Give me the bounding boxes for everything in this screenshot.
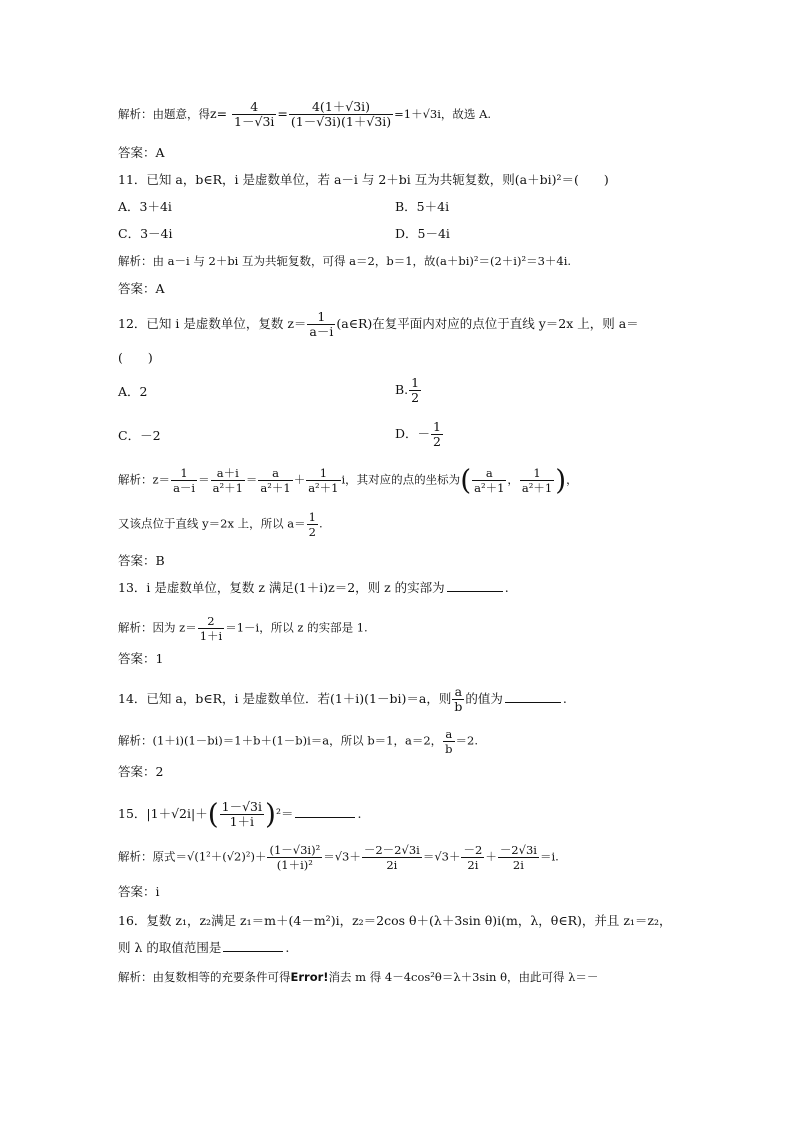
p10-f1-num: 4 [232, 100, 276, 115]
p16-analysis [118, 969, 598, 985]
p11-option-d: D．5－4i [395, 226, 450, 241]
p15-ana-a: 解析：原式＝√(1²＋(√2)²)＋ [118, 849, 267, 864]
p14-f-num: a [452, 685, 464, 700]
p13-answer-blank[interactable] [447, 581, 503, 592]
p12-af-eq2: ＝ [245, 472, 258, 487]
p12-af3-num: a [258, 466, 292, 481]
p12-af1 [171, 466, 197, 495]
p15-stem-a: 15．|1＋√2i|＋ [118, 806, 208, 821]
p12-pt2 [520, 466, 554, 495]
p14-stem-b: 的值为 [465, 691, 503, 706]
p12-pt2-den: a²＋1 [521, 481, 553, 495]
p15-f3-den: 2i [467, 858, 479, 872]
p16-ana-a: 解析：由复数相等的充要条件可得 [118, 970, 291, 984]
p12-af2-den: a²＋1 [212, 481, 243, 495]
p11-option-c: C．3－4i [118, 226, 173, 241]
p15-stem-b: ²＝ [275, 806, 294, 821]
p14-stem [118, 685, 567, 714]
p12-optb-pre: B. [395, 382, 409, 397]
p13-frac [198, 614, 225, 643]
p10-analysis [118, 100, 491, 129]
p12-optd-pre: D．－ [395, 426, 431, 441]
p12-ana2-frac [307, 510, 318, 539]
p15-f2-den: 2i [386, 858, 398, 872]
p15-f2 [362, 843, 422, 872]
p14-f-den: b [454, 699, 463, 714]
p14-frac [452, 685, 464, 714]
p12-af3-den: a²＋1 [260, 481, 291, 495]
p16-stem-line1: 16．复数 z₁，z₂满足 z₁＝m＋(4－m²)i，z₂＝2cos θ＋(λ＋3sin θ)i(m，λ，θ∈R)，并且 z₁＝z₂， [118, 913, 672, 928]
p12-af4-num: 1 [306, 466, 340, 481]
p16-error: Error! [290, 970, 329, 984]
p15-f1-den: (1＋i)² [276, 858, 313, 872]
p12-frac [307, 310, 335, 339]
p10-z-eq: z= [210, 106, 228, 121]
p13-ana-b: ＝1－i，所以 z 的实部是 1. [225, 620, 368, 635]
p16-stem-line2 [118, 940, 289, 956]
p11-analysis: 解析：由 a－i 与 2＋bi 互为共轭复数，可得 a＝2，b＝1，故(a＋bi)²＝(2＋i)²＝3＋4i. [118, 254, 572, 268]
p12-f-den: a－i [309, 324, 334, 339]
p12-option-b [395, 376, 422, 405]
p10-tail: =1＋√3i，故选 A. [394, 107, 492, 121]
p12-pt1 [472, 466, 506, 495]
p12-ana-b: i，其对应的点的坐标为 [341, 472, 461, 487]
p12-stem-paren: ( ) [118, 350, 153, 365]
p12-af2 [211, 466, 245, 495]
p12-option-c: C．－2 [118, 428, 161, 443]
p12-optd-frac [431, 420, 443, 449]
p12-pt1-den: a²＋1 [474, 481, 505, 495]
p12-option-d [395, 420, 444, 449]
p12-af1-num: 1 [171, 466, 197, 481]
p14-stem-end: . [562, 691, 567, 706]
p15-frac [220, 800, 264, 829]
p11-option-b: B．5＋4i [395, 199, 450, 214]
p15-f4-den: 2i [512, 858, 524, 872]
p16-answer-blank[interactable] [223, 941, 283, 952]
p15-f3 [461, 843, 484, 872]
p15-answer: 答案：i [118, 884, 160, 899]
p12-stem-b: (a∈R)在复平面内对应的点位于直线 y＝2x 上，则 a＝ [336, 316, 639, 331]
p12-optb-num: 1 [411, 375, 420, 390]
p13-answer: 答案：1 [118, 651, 164, 666]
p10-frac-1 [232, 100, 276, 129]
p10-f2-den: (1－√3i)(1＋√3i) [290, 114, 392, 129]
p15-ana-d: ＋ [485, 849, 497, 864]
p11-answer: 答案：A [118, 281, 165, 296]
p12-ana-a: 解析：z＝ [118, 472, 171, 487]
p10-f2-num: 4(1＋√3i) [289, 100, 393, 115]
p12-f-num: 1 [307, 310, 335, 325]
p14-answer-blank[interactable] [505, 692, 561, 703]
p12-ana2-den: 2 [308, 525, 316, 539]
p12-option-a: A．2 [118, 384, 148, 399]
p10-frac-2 [289, 100, 393, 129]
p10-f1-den: 1－√3i [234, 114, 275, 129]
p12-analysis-1: 解析：z＝ $\frac{1}{a-i}$ ＝ $\frac{a+i}{\text{a²＋1}}$ ＝ $\frac{a}{\text{a²＋1}}$ ＋ $\frac{1}{\text{a²＋1}}$ i，其对应的点的坐标为( $\frac{a}{\text{a²＋1}}$ ， $\frac{1}{\text{a²＋1}}$ )， [118, 463, 578, 497]
p16-stem2-text: 则 λ 的取值范围是 [118, 940, 222, 955]
p15-f4 [498, 843, 539, 872]
p12-answer: 答案：B [118, 553, 165, 568]
p12-pt-end: ， [566, 472, 578, 487]
p13-stem [118, 580, 509, 596]
p13-stem-text: 13．i 是虚数单位，复数 z 满足(1＋i)z＝2，则 z 的实部为 [118, 580, 445, 595]
p12-af4 [306, 466, 340, 495]
p16-stem2-end: . [285, 940, 290, 955]
p13-ana-a: 解析：因为 z＝ [118, 620, 197, 635]
p15-answer-blank[interactable] [295, 807, 355, 818]
p12-pt1-num: a [472, 466, 506, 481]
p13-f-num: 2 [198, 614, 225, 629]
p11-stem: 11．已知 a，b∈R，i 是虚数单位，若 a－i 与 2＋bi 互为共轭复数，则(a＋bi)²＝( ) [118, 172, 609, 187]
p15-ana-c: ＝√3＋ [422, 849, 461, 864]
p14-af-num: a [443, 727, 454, 742]
p12-stem [118, 310, 639, 339]
p12-af-eq1: ＝ [198, 472, 210, 487]
p14-stem-a: 14．已知 a，b∈R，i 是虚数单位．若(1＋i)(1－bi)＝a，则 [118, 691, 452, 706]
p12-optd-num: 1 [433, 419, 441, 434]
p12-optd-den: 2 [433, 434, 441, 449]
p15-f1-num: (1－√3i)² [269, 843, 321, 857]
p12-ana2-end: . [318, 516, 323, 531]
p10-answer: 答案：A [118, 145, 165, 160]
p15-analysis [118, 843, 559, 872]
p15-f1 [267, 843, 322, 872]
p13-f-den: 1＋i [199, 629, 223, 643]
p13-analysis [118, 614, 368, 643]
p12-analysis-2 [118, 510, 323, 539]
p15-f3-num: －2 [463, 843, 483, 857]
p15-f4-num: －2√3i [499, 843, 537, 857]
p13-stem-end: . [504, 580, 509, 595]
p12-af4-den: a²＋1 [308, 481, 339, 495]
p12-optb-den: 2 [411, 390, 420, 405]
p15-f2-num: －2－2√3i [363, 843, 420, 857]
p12-ana2-a: 又该点位于直线 y＝2x 上，所以 a＝ [118, 516, 306, 531]
p15-ana-e: ＝i. [539, 849, 559, 864]
p15-f-den: 1＋i [229, 814, 255, 829]
p12-af2-num: a＋i [211, 466, 245, 481]
p14-answer: 答案：2 [118, 764, 164, 779]
p14-ana-frac [443, 727, 454, 756]
p15-f-num: 1－√3i [221, 799, 263, 814]
p12-af3 [258, 466, 292, 495]
p12-pt-comma: ， [507, 472, 519, 487]
p15-ana-b: ＝√3＋ [323, 849, 361, 864]
p14-ana-a: 解析：(1＋i)(1－bi)＝1＋b＋(1－b)i＝a，所以 b＝1，a＝2， [118, 733, 443, 748]
p12-pt2-num: 1 [520, 466, 554, 481]
p12-af1-den: a－i [173, 481, 196, 495]
p15-stem-end: . [357, 806, 362, 821]
p12-af-plus: ＋ [293, 472, 306, 487]
p12-ana2-num: 1 [308, 510, 316, 524]
p12-stem-a: 12．已知 i 是虚数单位，复数 z＝ [118, 316, 307, 331]
p14-ana-b: ＝2. [455, 733, 479, 748]
p10-ana-head: 解析：由题意，得 [118, 107, 210, 121]
p11-option-a: A．3＋4i [118, 199, 172, 214]
p14-af-den: b [445, 742, 453, 756]
p16-ana-b: 消去 m 得 4－4cos²θ＝λ＋3sin θ，由此可得 λ＝－ [328, 970, 599, 984]
p12-optb-frac [409, 376, 421, 405]
p10-eq: = [277, 106, 288, 121]
p15-stem: 15．|1＋√2i|＋( $\frac{1-√3i}{1+i}$ )²＝ . [118, 797, 362, 831]
p14-analysis [118, 727, 478, 756]
